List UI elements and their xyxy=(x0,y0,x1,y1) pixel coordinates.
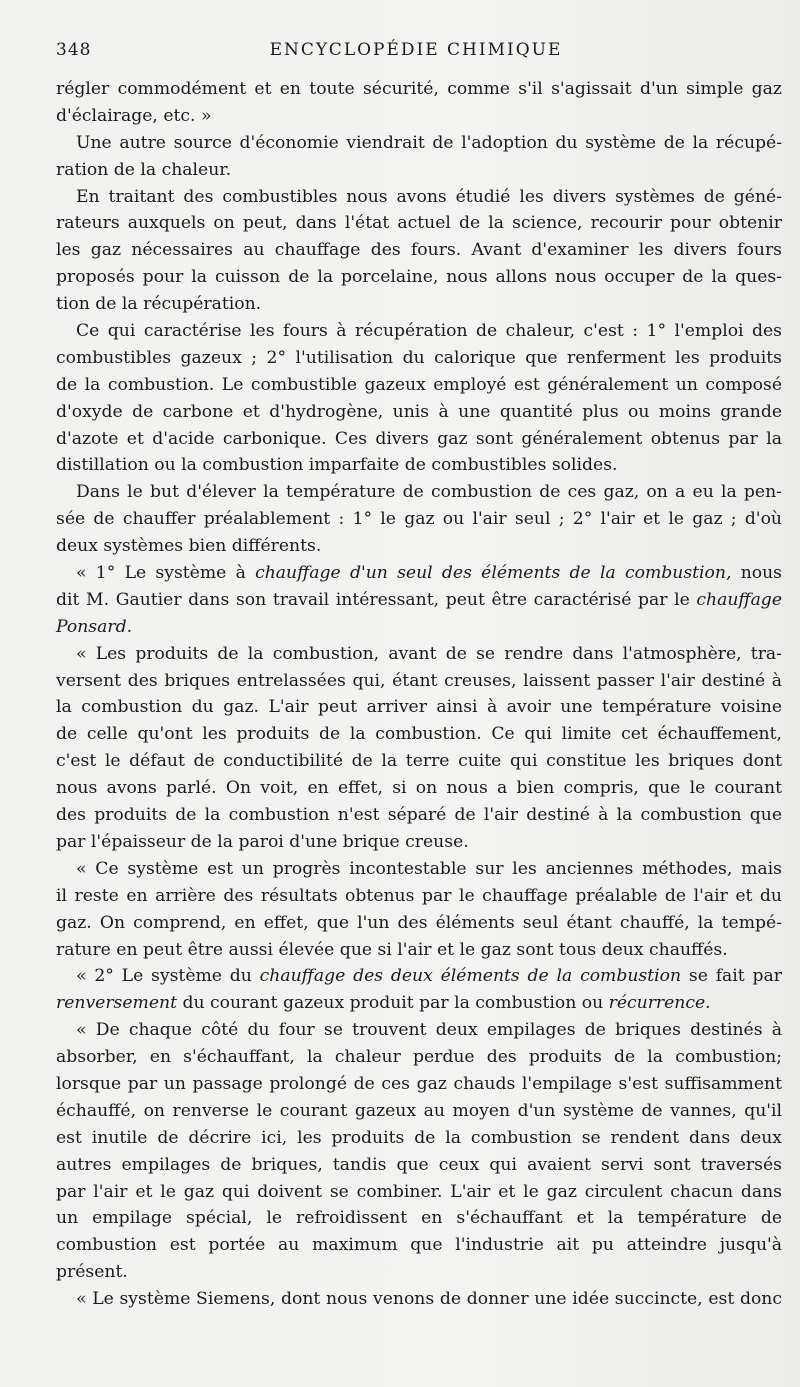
text-line: « Les produits de la combustion, avant de se rendre dans l'atmosphère, tra- xyxy=(76,643,782,664)
page-number: 348 xyxy=(56,40,92,60)
text-run: « 1° Le système à xyxy=(76,563,256,584)
text-line: sée de chauffer préalablement : 1° le gaz ou l'air seul ; 2° l'air et le gaz ; d'où xyxy=(56,509,782,530)
text-line: par l'air et le gaz qui doivent se combiner. L'air et le gaz circulent chacun dans xyxy=(56,1181,782,1202)
text-line: régler commodément et en toute sécurité, comme s'il s'agissait d'un simple gaz xyxy=(56,79,782,99)
italic-text: chauffage des deux éléments de la combustion xyxy=(259,966,682,987)
body-text xyxy=(56,76,782,1313)
text-line: tion de la récupération. xyxy=(56,294,262,315)
text-line: un empilage spécial, le refroidissent en s'échauffant et la température de xyxy=(56,1208,782,1229)
italic-text: renversement xyxy=(56,993,177,1014)
text-line: deux systèmes bien différents. xyxy=(56,536,322,557)
text-line: de celle qu'ont les produits de la combustion. Ce qui limite cet échauffement, xyxy=(56,724,782,745)
text-line: combustion est portée au maximum que l'industrie ait pu atteindre jusqu'à xyxy=(56,1235,782,1256)
text-line xyxy=(56,560,782,587)
page-header xyxy=(56,40,776,68)
text-run: nous xyxy=(731,563,783,584)
text-run: du courant gazeux produit par la combustion ou xyxy=(177,993,609,1014)
italic-text: récurrence. xyxy=(608,993,711,1014)
text-line: c'est le défaut de conductibilité de la terre cuite qui constitue les briques dont xyxy=(56,751,782,772)
text-run: se fait par xyxy=(681,966,782,987)
text-run: dit M. Gautier dans son travail intéressant, peut être caractérisé par le xyxy=(56,589,697,610)
text-line: En traitant des combustibles nous avons étudié les divers systèmes de géné- xyxy=(76,186,782,207)
text-line: autres empilages de briques, tandis que ceux qui avaient servi sont traversés xyxy=(56,1154,782,1175)
text-line: rateurs auxquels on peut, dans l'état actuel de la science, recourir pour obtenir xyxy=(56,213,782,234)
text-line: « Le système Siemens, dont nous venons de donner une idée succincte, est donc xyxy=(76,1289,782,1310)
text-line: distillation ou la combustion imparfaite de combustibles solides. xyxy=(56,455,618,476)
italic-text: Ponsard. xyxy=(56,616,133,637)
text-line: la combustion du gaz. L'air peut arriver ainsi à avoir une température voisine xyxy=(56,697,782,718)
text-line: de la combustion. Le combustible gazeux employé est généralement un composé xyxy=(56,374,782,395)
text-line: « De chaque côté du four se trouvent deux empilages de briques destinés à xyxy=(76,1020,782,1041)
text-line xyxy=(56,963,782,990)
running-head: ENCYCLOPÉDIE CHIMIQUE xyxy=(269,40,563,60)
text-line: est inutile de décrire ici, les produits de la combustion se rendent dans deux xyxy=(56,1127,782,1148)
text-line: Ce qui caractérise les fours à récupération de chaleur, c'est : 1° l'emploi des xyxy=(76,321,782,342)
text-line: ration de la chaleur. xyxy=(56,159,232,180)
italic-text: chauffage xyxy=(696,589,782,610)
text-line: Une autre source d'économie viendrait de l'adoption du système de la récupé- xyxy=(76,132,782,153)
text-line: d'oxyde de carbone et d'hydrogène, unis à une quantité plus ou moins grande xyxy=(56,401,782,422)
text-line: « Ce système est un progrès incontestable sur les anciennes méthodes, mais xyxy=(76,858,782,879)
text-line xyxy=(56,990,782,1017)
text-line: par l'épaisseur de la paroi d'une brique creuse. xyxy=(56,831,469,852)
text-line: échauffé, on renverse le courant gazeux au moyen d'un système de vannes, qu'il xyxy=(56,1100,782,1121)
text-line: rature en peut être aussi élevée que si l'air et le gaz sont tous deux chauffés. xyxy=(56,939,728,960)
text-line: présent. xyxy=(56,1262,128,1283)
text-line: d'éclairage, etc. » xyxy=(56,105,212,126)
text-line: d'azote et d'acide carbonique. Ces divers gaz sont généralement obtenus par la xyxy=(56,428,782,449)
text-line: lorsque par un passage prolongé de ces gaz chauds l'empilage s'est suffisamment xyxy=(56,1073,782,1094)
text-line: nous avons parlé. On voit, en effet, si on nous a bien compris, que le courant xyxy=(56,778,782,799)
text-line: absorber, en s'échauffant, la chaleur perdue des produits de la combustion; xyxy=(56,1047,782,1068)
text-line: combustibles gazeux ; 2° l'utilisation du calorique que renferment les produits xyxy=(56,347,782,368)
text-line xyxy=(56,614,782,641)
text-line: Dans le but d'élever la température de combustion de ces gaz, on a eu la pen- xyxy=(76,482,782,503)
text-line: des produits de la combustion n'est séparé de l'air destiné à la combustion que xyxy=(56,805,782,826)
text-line: proposés pour la cuisson de la porcelaine, nous allons nous occuper de la ques- xyxy=(56,267,782,288)
text-line: il reste en arrière des résultats obtenus par le chauffage préalable de l'air et du xyxy=(56,885,782,906)
text-line: versent des briques entrelassées qui, étant creuses, laissent passer l'air destiné à xyxy=(56,670,782,691)
italic-text: chauffage d'un seul des éléments de la combustion, xyxy=(255,563,732,584)
text-run: « 2° Le système du xyxy=(76,966,260,987)
text-line: gaz. On comprend, en effet, que l'un des éléments seul étant chauffé, la tempé- xyxy=(56,912,782,933)
text-line xyxy=(56,587,782,614)
text-line: les gaz nécessaires au chauffage des fours. Avant d'examiner les divers fours xyxy=(56,240,782,261)
